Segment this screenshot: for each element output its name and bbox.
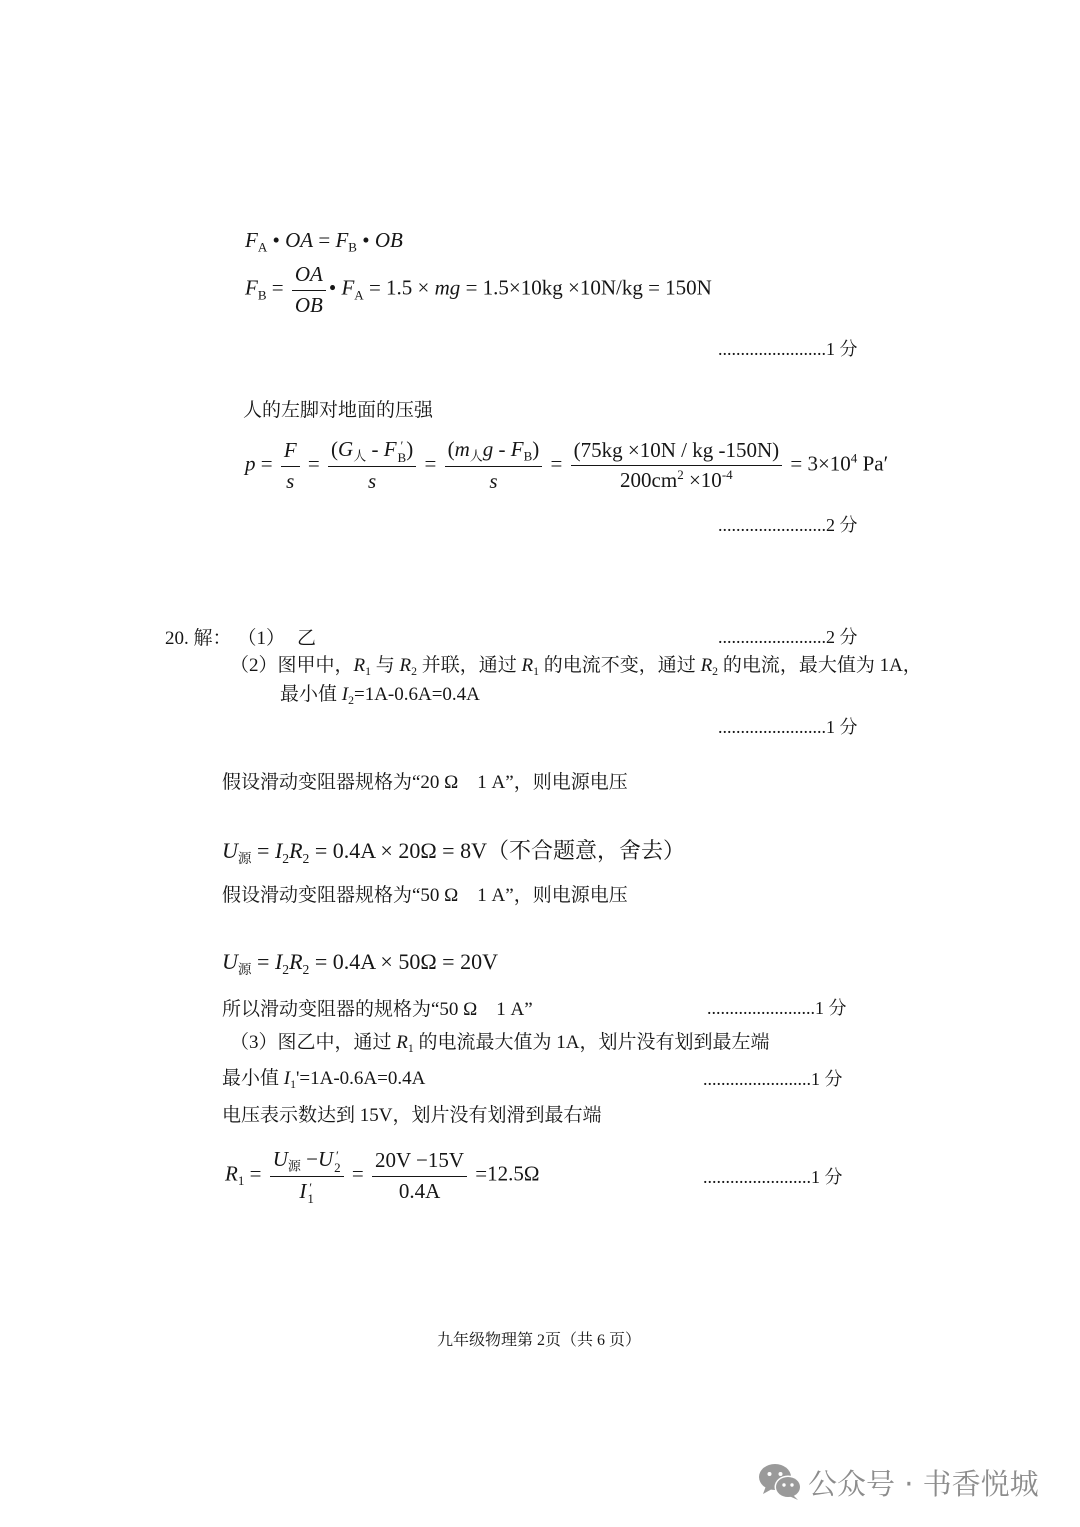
equals-sign: =: [419, 451, 442, 476]
weight-symbol: G: [338, 437, 354, 462]
resistor-symbol: R: [289, 948, 303, 974]
text-run: =1A-0.6A=0.4A: [353, 684, 480, 706]
equation-result: =12.5Ω: [470, 1161, 540, 1186]
part-3-line-1: [230, 1028, 770, 1056]
fraction-denominator: s: [281, 466, 300, 496]
header-row: [165, 623, 316, 650]
text-run: 最小值: [222, 1068, 284, 1090]
fraction-denominator: s: [445, 466, 543, 496]
prime-mark: ′: [400, 437, 404, 453]
text-run: 与: [371, 655, 400, 677]
dot-operator: •: [356, 228, 375, 253]
mass-force-fraction: [445, 435, 543, 496]
mass-gravity-term: mg: [434, 275, 461, 300]
prime-subscript: [397, 437, 407, 465]
subscript: 2: [302, 961, 310, 977]
equation-result: = 0.4A × 20Ω = 8V: [309, 837, 487, 863]
part-2-line-1: [230, 651, 922, 679]
subscript: 1: [407, 1042, 414, 1056]
score-text: ........................1 分: [707, 998, 847, 1018]
equals-sign: =: [346, 1161, 369, 1186]
superscript: 2: [677, 467, 684, 483]
subscript: 2: [302, 850, 310, 866]
subscript: 人: [469, 448, 483, 464]
equation-result: = 1.5×10kg ×10N/kg = 150N: [460, 275, 712, 300]
text-run: （3）图乙中，通过: [230, 1032, 397, 1054]
subscript: 2: [282, 850, 290, 866]
text-row: [230, 1027, 770, 1056]
part-number: （1）: [237, 627, 286, 649]
voltage-symbol: U: [222, 837, 238, 863]
equals-sign: =: [251, 948, 275, 974]
force-symbol: F: [383, 437, 397, 462]
voltage-equation-50-ohm: [222, 946, 498, 980]
dot-operator: •: [328, 275, 342, 300]
assumption-20-ohm: [222, 766, 628, 794]
weight-difference-fraction: [328, 435, 416, 496]
text-row: [280, 679, 480, 708]
dot-operator: •: [267, 228, 286, 253]
close-paren: ): [406, 437, 414, 462]
numeric-fraction: [372, 1146, 467, 1206]
equation-row: [245, 228, 403, 256]
force-symbol: F: [335, 228, 349, 253]
fraction-denominator: OB: [292, 290, 326, 320]
current-symbol: I: [283, 1068, 291, 1090]
score-mark: [707, 994, 847, 1020]
text-row: 假设滑动变阻器规格为“50 Ω 1 A”，则电源电压: [222, 884, 628, 906]
subscript: 1: [290, 1078, 296, 1092]
fraction-numerator: OA: [294, 262, 323, 287]
fraction-denominator: [571, 465, 783, 495]
score-mark: [718, 511, 858, 537]
voltage-symbol: U: [272, 1147, 288, 1172]
resistor-symbol: R: [353, 655, 366, 677]
equals-sign: =: [251, 837, 275, 863]
text-row: 电压表示数达到 15V，划片没有划滑到最右端: [222, 1104, 602, 1126]
force-over-area-fraction: [281, 436, 300, 496]
text-run: '=1A-0.6A=0.4A: [295, 1068, 426, 1090]
fraction-denominator: s: [328, 466, 416, 496]
current-symbol: I: [274, 837, 283, 863]
subscript: A: [257, 239, 268, 255]
subscript: 2: [348, 694, 354, 708]
force-symbol: F: [245, 275, 258, 300]
force-symbol: F: [245, 228, 258, 253]
part-3-line-2: [222, 1064, 425, 1092]
equation-row: [245, 260, 712, 320]
score-mark: [718, 623, 858, 649]
part-answer: 乙: [297, 627, 317, 649]
prime-mark: ′: [309, 1179, 313, 1195]
score-text: ........................1 分: [703, 1069, 843, 1089]
pressure-symbol: p: [245, 451, 256, 476]
subscript: 2: [282, 961, 290, 977]
equation-result: = 3×10: [785, 451, 851, 476]
text-row: 假设滑动变阻器规格为“20 Ω 1 A”，则电源电压: [222, 771, 628, 793]
pressure-equation: [245, 434, 888, 498]
resistor-symbol: R: [225, 1161, 238, 1186]
score-mark: [703, 1065, 843, 1091]
open-paren: (: [447, 437, 455, 462]
conversion-factor: ×10: [683, 468, 722, 493]
fraction-numerator: [270, 1145, 344, 1176]
subscript: 1: [237, 1173, 245, 1189]
text-run: 的电流最大值为 1A，划片没有划到最左端: [413, 1032, 770, 1054]
subscript: 2: [411, 665, 418, 679]
resistor-symbol: R: [289, 837, 303, 863]
score-text: ........................2 分: [718, 627, 858, 647]
equals-sign: =: [313, 228, 336, 253]
text-run: （2）图甲中，: [230, 655, 354, 677]
fraction-numerator: (75kg ×10N / kg -150N): [573, 438, 780, 463]
current-symbol: I: [274, 948, 283, 974]
fraction-numerator: [328, 435, 416, 466]
force-symbol: F: [510, 437, 524, 462]
subscript: 源: [237, 961, 252, 977]
score-mark: [718, 713, 858, 739]
fraction-denominator: 0.4A: [372, 1176, 467, 1206]
equation-middle: = 1.5 ×: [363, 275, 435, 300]
subscript: 2: [712, 665, 719, 679]
equals-sign: =: [255, 451, 278, 476]
subscript: 源: [237, 850, 252, 866]
text-row: [230, 650, 922, 679]
force-b-equation: [245, 258, 712, 322]
score-text: ........................1 分: [718, 339, 858, 359]
rejection-note: （不合题意，舍去）: [486, 837, 685, 863]
pressure-label: 人的左脚对地面的压强: [243, 399, 434, 421]
fraction-denominator: [270, 1176, 344, 1206]
equation-row: [222, 834, 685, 867]
torque-balance-equation: [245, 225, 403, 259]
text-run: 的电流，最大值为 1A，: [718, 655, 922, 677]
subscript: B: [523, 448, 533, 464]
question-20-header: [165, 622, 316, 650]
subscript: B: [348, 239, 357, 255]
watermark-text: 公众号 · 书香悦城: [808, 1466, 1039, 1501]
symbolic-fraction: [270, 1145, 344, 1206]
subscript: 1: [533, 665, 540, 679]
page-number-label: 九年级物理第 2页（共 6 页）: [437, 1331, 642, 1349]
subscript: 1: [365, 665, 372, 679]
open-paren: (: [331, 437, 339, 462]
part-2-line-2: [280, 680, 480, 708]
resistance-r1-equation: [225, 1144, 540, 1208]
text-run: 的电流不变，通过: [539, 655, 701, 677]
minus-sign: −: [300, 1147, 318, 1172]
resistor-symbol: R: [396, 1032, 408, 1054]
superscript: 4: [850, 450, 858, 466]
pressure-heading: [243, 394, 433, 422]
equals-sign: =: [545, 451, 568, 476]
prime-mark: ′: [335, 1147, 339, 1163]
area-value: 200cm: [620, 468, 678, 493]
force-symbol: F: [341, 275, 355, 300]
watermark: [758, 1460, 1039, 1504]
score-mark: [718, 335, 858, 361]
subscript: B: [257, 287, 267, 303]
voltage-symbol: U: [222, 948, 238, 974]
assumption-50-ohm: [222, 879, 628, 907]
wechat-icon: [758, 1462, 802, 1502]
result-unit: Pa′: [857, 451, 889, 476]
prime-subscript: [334, 1147, 341, 1175]
fraction-numerator: 20V −15V: [375, 1148, 465, 1173]
current-symbol: I: [299, 1179, 307, 1204]
text-run: 最小值: [280, 684, 342, 706]
equals-sign: =: [302, 451, 326, 476]
text-row: 所以滑动变阻器的规格为“50 Ω 1 A”: [222, 998, 533, 1020]
voltage-symbol: U: [317, 1147, 334, 1172]
conclusion-line: [222, 993, 533, 1021]
lever-arm-oa: OA: [285, 228, 314, 253]
prime-subscript: [307, 1179, 314, 1207]
text-run: 并联，通过: [417, 655, 522, 677]
voltage-equation-20-ohm: [222, 833, 685, 867]
question-number: 20. 解：: [165, 627, 232, 649]
superscript: -4: [721, 467, 733, 483]
score-mark: [703, 1163, 843, 1189]
lever-arm-ob: OB: [374, 228, 403, 253]
fraction-numerator: F: [283, 438, 297, 463]
subscript: 源: [287, 1158, 301, 1174]
equation-row: [225, 1145, 540, 1206]
mass-symbol: m: [454, 437, 470, 462]
minus-sign: -: [493, 437, 511, 462]
text-row: [222, 1063, 425, 1092]
resistor-symbol: R: [700, 655, 713, 677]
part-3-line-3: [222, 1099, 601, 1127]
equation-result: = 0.4A × 50Ω = 20V: [309, 948, 498, 974]
subscript: 1: [307, 1191, 314, 1207]
subscript: A: [354, 287, 364, 303]
numeric-fraction: [571, 436, 783, 496]
subscript: B: [397, 449, 407, 465]
fraction-numerator: [445, 435, 543, 466]
equation-row: [222, 949, 498, 978]
arm-ratio-fraction: [292, 260, 326, 320]
minus-sign: -: [366, 437, 384, 462]
resistor-symbol: R: [399, 655, 412, 677]
equals-sign: =: [244, 1161, 267, 1186]
resistor-symbol: R: [521, 655, 534, 677]
score-text: ........................1 分: [718, 717, 858, 737]
equation-row: [245, 435, 888, 496]
close-paren: ): [532, 437, 540, 462]
gravity-symbol: g: [482, 437, 494, 462]
score-text: ........................2 分: [718, 515, 858, 535]
subscript: 人: [353, 448, 367, 464]
current-symbol: I: [341, 684, 349, 706]
score-text: ........................1 分: [703, 1167, 843, 1187]
page-footer: [437, 1326, 641, 1350]
equals-sign: =: [266, 275, 289, 300]
subscript: 2: [334, 1159, 341, 1175]
